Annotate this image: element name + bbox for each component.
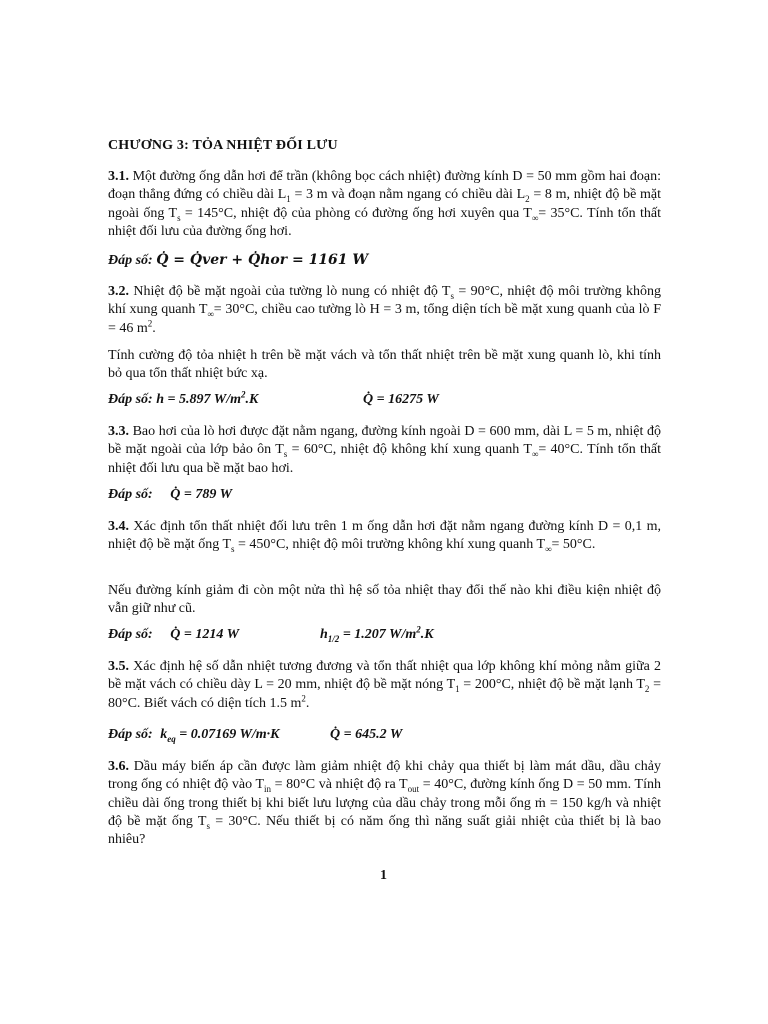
problem-3-5: 3.5. Xác định hệ số dẫn nhiệt tương đương và tổn thất nhiệt qua lớp không khí mỏng nằm giữa 2 bề mặt vách có chiều dày L = 20 mm, nhiệt độ bề mặt nóng $T_1 = 200^\circ C$, nhiệt độ bề mặt lạnh $T_2 = 80^\circ C$. Biết vách có diện tích 1.5 $m^2$. [108, 659, 661, 711]
answer-label: Đáp số: [108, 627, 153, 642]
problem-3-4-para2: Nếu đường kính giảm đi còn một nửa thì hệ số tỏa nhiệt thay đổi thế nào khi điều kiện nhiệt độ vẫn giữ như cũ. [108, 583, 661, 617]
page-number: 1 [380, 868, 387, 883]
answer-value-q: Q̇ = 16275 W [363, 392, 439, 407]
answer-3-2 [108, 389, 439, 408]
answer-label: Đáp số: [108, 727, 153, 742]
chapter-title: CHƯƠNG 3: TỎA NHIỆT ĐỐI LƯU [108, 138, 338, 153]
answer-value-k: $k_{eq} = 0.07169$ W/m·K [160, 727, 280, 744]
problem-number: 3.6. [108, 759, 129, 774]
answer-value-h: h = 5.897 $W/m^2.K$ [156, 389, 259, 407]
answer-3-1 [108, 252, 368, 269]
problem-number: 3.1. [108, 169, 129, 184]
answer-3-5 [108, 727, 403, 744]
problem-3-4: 3.4. Xác định tổn thất nhiệt đối lưu trên 1 m ống dẫn hơi đặt nằm ngang đường kính D = 0,1 m, nhiệt độ bề mặt ống $T_s = 450^\circ C$, nhiệt độ môi trường không khí xung quanh $T_\infty= 50^\circ C$. [108, 519, 661, 555]
problem-3-3: 3.3. Bao hơi của lò hơi được đặt nằm ngang, đường kính ngoài D = 600 mm, dài L = 5 m, nhiệt độ bề mặt ngoài của lớp bảo ôn $T_s = 60^\circ C$, nhiệt độ không khí xung quanh $T_\infty= 40^\circ C$. Tính tổn thất nhiệt đối lưu qua bề mặt bao hơi. [108, 424, 662, 476]
answer-value-q: Q̇ = 645.2 W [330, 727, 403, 742]
answer-value-q: Q̇ = 1214 W [170, 627, 240, 642]
answer-label: Đáp số: [108, 487, 153, 502]
answer-3-3 [108, 487, 232, 503]
answer-label: Đáp số: [108, 392, 153, 407]
problem-3-6: 3.6. Dầu máy biến áp cần được làm giảm nhiệt độ khi chảy qua thiết bị làm mát dầu, dầu chảy trong ống có nhiệt độ vào $T_{in} = 80^\circ C$ và nhiệt độ ra $T_{out} = 40^\circ C$, đường kính ống D = 50 mm. Tính chiều dài ống trong thiết bị khi biết lưu lượng của dầu chảy trong mỗi ống ṁ = 150 kg/h và nhiệt độ bề mặt ống $T_s = 30^\circ C$. Nếu thiết bị có năm ống thì năng suất giải nhiệt của thiết bị là bao nhiêu? [108, 759, 661, 848]
problem-number: 3.4. [108, 519, 129, 534]
problem-3-2-para2: Tính cường độ tỏa nhiệt h trên bề mặt vách và tổn thất nhiệt trên bề mặt xung quanh lò, khi tính bỏ qua tổn thất nhiệt bức xạ. [108, 348, 661, 382]
answer-label: Đáp số: [108, 253, 153, 268]
problem-3-1: 3.1. Một đường ống dẫn hơi để trần (không bọc cách nhiệt) đường kính D = 50 mm gồm hai đoạn: đoạn thẳng đứng có chiều dài $L_1 = 3$ m và đoạn nằm ngang có chiều dài $L_2 = 8$ m, nhiệt độ bề mặt ngoài ống $T_s = 145^\circ C$, nhiệt độ của phòng có đường ống hơi xuyên qua $T_\infty= 35^\circ C$. Tính tổn thất nhiệt đối lưu của đường ống hơi. [108, 169, 661, 239]
problem-number: 3.2. [108, 284, 129, 299]
problem-number: 3.5. [108, 659, 129, 674]
answer-3-4 [108, 624, 434, 644]
problem-number: 3.3. [108, 424, 129, 439]
answer-value-h: $h_{1/2} = 1.207$ $W/m^2.K$ [320, 624, 434, 644]
problem-3-2: 3.2. Nhiệt độ bề mặt ngoài của tường lò nung có nhiệt độ $T_s = 90^\circ C$, nhiệt độ môi trường không khí xung quanh $T_\infty= 30^\circ C$, chiều cao tường lò H = 3 m, tổng diện tích bề mặt xung quanh của lò F = 46 $m^2$. [108, 284, 661, 336]
answer-value: Q̇ = Q̇ver + Q̇hor = 1161 W [156, 252, 369, 268]
answer-value: Q̇ = 789 W [170, 487, 233, 502]
